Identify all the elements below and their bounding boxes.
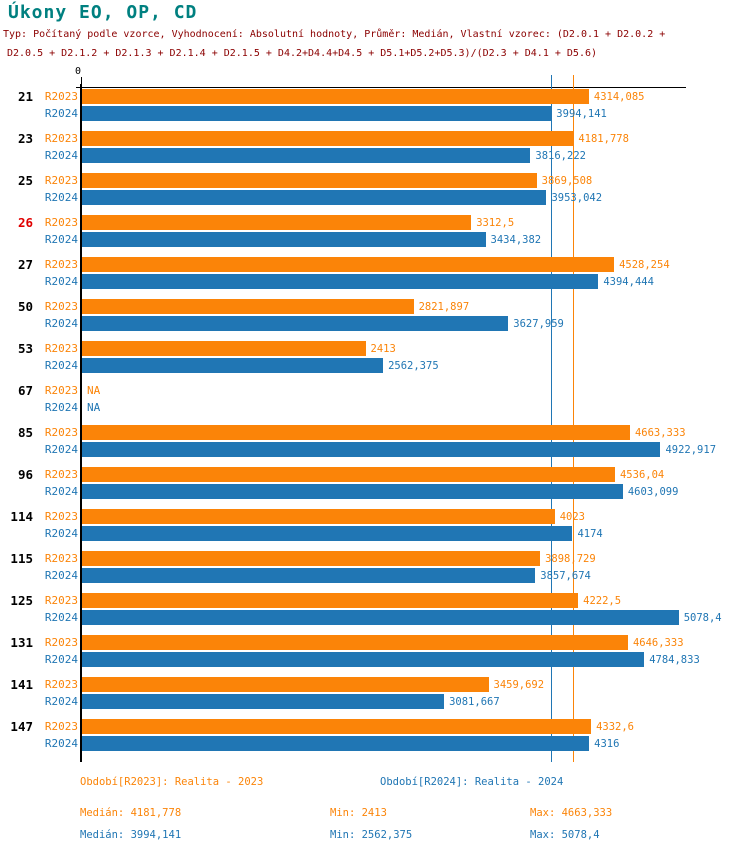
- value-label-r2024: 4316: [594, 738, 620, 750]
- value-label-r2024: 3627,959: [513, 318, 564, 330]
- category-label-50: 50: [17, 299, 33, 314]
- series-label-r2024: R2024: [44, 653, 78, 666]
- series-label-r2024: R2024: [44, 149, 78, 162]
- series-label-r2024: R2024: [44, 275, 78, 288]
- bar-r2024: [82, 610, 679, 625]
- bar-r2023: [82, 341, 366, 356]
- series-label-r2024: R2024: [44, 191, 78, 204]
- bar-r2024: [82, 652, 644, 667]
- value-label-r2024: 3434,382: [490, 234, 542, 246]
- category-label-147: 147: [10, 719, 33, 734]
- bar-r2023: [82, 719, 591, 734]
- series-label-r2024: R2024: [44, 569, 78, 582]
- value-label-r2023: 2821,897: [418, 301, 470, 313]
- bar-r2023: [82, 509, 555, 524]
- stat-min-r2023: Min: 2413: [330, 807, 387, 819]
- series-label-r2024: R2024: [44, 611, 78, 624]
- series-label-r2023: R2023: [44, 510, 78, 523]
- category-label-115: 115: [10, 551, 33, 566]
- value-label-r2024: 3857,674: [540, 570, 591, 582]
- category-label-21: 21: [17, 89, 33, 104]
- series-label-r2023: R2023: [44, 468, 78, 481]
- value-label-r2024: 3994,141: [556, 108, 607, 120]
- x-axis-line: [76, 87, 686, 88]
- value-label-r2024: 3953,042: [551, 192, 603, 204]
- series-label-r2024: R2024: [44, 485, 78, 498]
- value-label-r2023: 4314,085: [593, 91, 645, 103]
- value-label-r2023: 4536,04: [619, 469, 665, 481]
- value-label-r2023: 3869,508: [541, 175, 593, 187]
- value-label-r2024: 4922,917: [665, 444, 717, 456]
- value-label-r2023: 4528,254: [619, 259, 670, 271]
- stat-max-r2023: Max: 4663,333: [530, 807, 613, 819]
- category-label-114: 114: [10, 509, 33, 524]
- bar-r2023: [82, 299, 414, 314]
- category-label-27: 27: [17, 257, 33, 272]
- series-label-r2023: R2023: [44, 594, 78, 607]
- value-label-r2023: 4646,333: [632, 637, 684, 649]
- category-label-25: 25: [17, 173, 33, 188]
- chart-title: Úkony EO, OP, CD: [8, 2, 198, 23]
- value-label-r2023: 4222,5: [583, 595, 622, 607]
- series-label-r2024: R2024: [44, 359, 78, 372]
- bar-r2023: [82, 551, 540, 566]
- category-label-125: 125: [10, 593, 33, 608]
- category-label-96: 96: [17, 467, 33, 482]
- value-label-r2024: 5078,4: [683, 612, 722, 624]
- series-label-r2023: R2023: [44, 384, 78, 397]
- bar-r2024: [82, 106, 551, 121]
- bar-r2024: [82, 274, 598, 289]
- bar-r2024: [82, 442, 660, 457]
- value-label-r2023: 4663,333: [634, 427, 686, 439]
- category-label-53: 53: [17, 341, 33, 356]
- bar-r2024: [82, 526, 572, 541]
- series-label-r2023: R2023: [44, 720, 78, 733]
- series-label-r2024: R2024: [44, 443, 78, 456]
- bar-r2023: [82, 593, 578, 608]
- series-label-r2023: R2023: [44, 636, 78, 649]
- stat-min-r2024: Min: 2562,375: [330, 829, 413, 841]
- category-label-67: 67: [17, 383, 33, 398]
- series-label-r2024: R2024: [44, 401, 78, 414]
- bar-r2023: [82, 215, 471, 230]
- series-label-r2023: R2023: [44, 216, 78, 229]
- bar-r2023: [82, 131, 573, 146]
- series-label-r2023: R2023: [44, 426, 78, 439]
- bar-r2024: [82, 568, 535, 583]
- category-label-26: 26: [17, 215, 33, 230]
- series-label-r2023: R2023: [44, 342, 78, 355]
- category-label-85: 85: [17, 425, 33, 440]
- value-label-r2024: 2562,375: [388, 360, 439, 372]
- value-label-r2023: 2413: [370, 343, 396, 355]
- series-label-r2023: R2023: [44, 90, 78, 103]
- bar-r2023: [82, 425, 630, 440]
- bar-r2023: [82, 635, 628, 650]
- chart-subtitle-line2: D2.0.5 + D2.1.2 + D2.1.3 + D2.1.4 + D2.1.5 + D4.2+D4.4+D4.5 + D5.1+D5.2+D5.3)/(D2.3 + D4.1 + D5.6): [7, 48, 598, 59]
- value-label-r2024: 4174: [577, 528, 603, 540]
- category-label-141: 141: [10, 677, 33, 692]
- value-label-r2024: 4603,099: [627, 486, 679, 498]
- series-label-r2023: R2023: [44, 258, 78, 271]
- legend-r2024: Období[R2024]: Realita - 2024: [380, 776, 564, 788]
- bar-r2023: [82, 173, 537, 188]
- na-value-r2023: NA: [87, 384, 101, 397]
- series-label-r2024: R2024: [44, 317, 78, 330]
- bar-r2024: [82, 358, 383, 373]
- value-label-r2023: 3312,5: [476, 217, 515, 229]
- value-label-r2023: 4332,6: [596, 721, 635, 733]
- bar-r2024: [82, 316, 508, 331]
- x-axis-zero-tick: [81, 77, 82, 87]
- series-label-r2023: R2023: [44, 300, 78, 313]
- series-label-r2023: R2023: [44, 132, 78, 145]
- series-label-r2023: R2023: [44, 552, 78, 565]
- value-label-r2024: 3816,222: [535, 150, 586, 162]
- bar-r2024: [82, 694, 444, 709]
- series-label-r2023: R2023: [44, 678, 78, 691]
- stat-median-r2023: Medián: 4181,778: [80, 807, 182, 819]
- bar-r2023: [82, 257, 614, 272]
- series-label-r2024: R2024: [44, 107, 78, 120]
- category-label-131: 131: [10, 635, 33, 650]
- value-label-r2024: 4394,444: [603, 276, 654, 288]
- legend-r2023: Období[R2023]: Realita - 2023: [80, 776, 264, 788]
- x-axis-zero-label: 0: [75, 66, 82, 77]
- value-label-r2024: 3081,667: [449, 696, 500, 708]
- bar-r2024: [82, 148, 530, 163]
- bar-r2024: [82, 736, 589, 751]
- stat-max-r2024: Max: 5078,4: [530, 829, 600, 841]
- bar-r2024: [82, 484, 623, 499]
- series-label-r2024: R2024: [44, 737, 78, 750]
- na-value-r2024: NA: [87, 401, 101, 414]
- category-label-23: 23: [17, 131, 33, 146]
- stat-median-r2024: Medián: 3994,141: [80, 829, 182, 841]
- bar-r2023: [82, 467, 615, 482]
- value-label-r2023: 3898,729: [545, 553, 596, 565]
- value-label-r2023: 3459,692: [493, 679, 545, 691]
- value-label-r2023: 4023: [559, 511, 585, 523]
- series-label-r2024: R2024: [44, 527, 78, 540]
- series-label-r2023: R2023: [44, 174, 78, 187]
- value-label-r2024: 4784,833: [649, 654, 700, 666]
- value-label-r2023: 4181,778: [578, 133, 629, 145]
- bar-r2023: [82, 677, 489, 692]
- chart-subtitle-line1: Typ: Počítaný podle vzorce, Vyhodnocení: Absolutní hodnoty, Průměr: Medián, Vlastní vzorec: (D2.0.1 + D2.0.2 +: [3, 29, 666, 40]
- bar-r2024: [82, 232, 486, 247]
- series-label-r2024: R2024: [44, 233, 78, 246]
- bar-r2023: [82, 89, 589, 104]
- bar-r2024: [82, 190, 546, 205]
- series-label-r2024: R2024: [44, 695, 78, 708]
